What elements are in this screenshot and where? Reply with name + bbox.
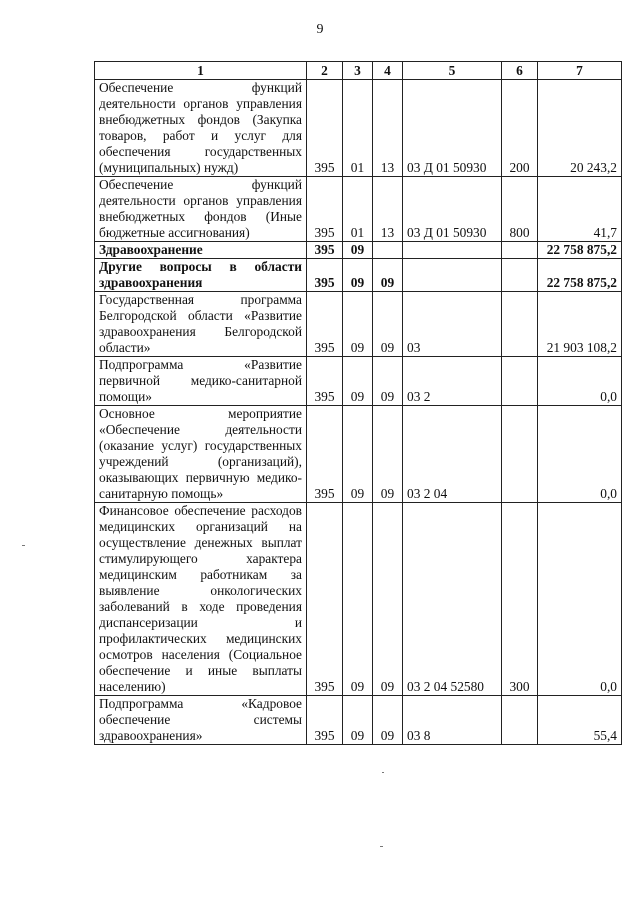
target-article-cell: 03 2 04 52580 bbox=[403, 503, 502, 696]
subsection-cell: 09 bbox=[373, 357, 403, 406]
row-name-cell: Финансовое обеспечение расходов медицинских организаций на осуществление денежных выплат стимулирующего характера медицинским работникам за выявление онкологических заболеваний в ходе проведения диспансеризации и профилактических медицинских осмотров населения (Социальное обеспечение и иные выплаты населению) bbox=[95, 503, 307, 696]
amount-cell: 22 758 875,2 bbox=[538, 259, 622, 292]
expense-type-cell: 300 bbox=[502, 503, 538, 696]
section-cell: 01 bbox=[343, 177, 373, 242]
subsection-cell: 09 bbox=[373, 696, 403, 745]
expense-type-cell bbox=[502, 259, 538, 292]
scan-speck bbox=[22, 545, 25, 546]
expense-type-cell: 200 bbox=[502, 80, 538, 177]
target-article-cell bbox=[403, 259, 502, 292]
table-row bbox=[95, 406, 622, 503]
section-cell: 09 bbox=[343, 503, 373, 696]
table-row bbox=[95, 357, 622, 406]
section-cell: 09 bbox=[343, 292, 373, 357]
row-name-cell: Государственная программа Белгородской области «Развитие здравоохранения Белгородской области» bbox=[95, 292, 307, 357]
section-cell: 09 bbox=[343, 696, 373, 745]
code-cell: 395 bbox=[307, 242, 343, 259]
section-cell: 09 bbox=[343, 357, 373, 406]
subsection-cell: 13 bbox=[373, 80, 403, 177]
table-row bbox=[95, 80, 622, 177]
code-cell: 395 bbox=[307, 259, 343, 292]
amount-cell: 0,0 bbox=[538, 503, 622, 696]
subsection-cell: 13 bbox=[373, 177, 403, 242]
expense-type-cell bbox=[502, 357, 538, 406]
amount-cell: 0,0 bbox=[538, 406, 622, 503]
subsection-cell: 09 bbox=[373, 259, 403, 292]
code-cell: 395 bbox=[307, 696, 343, 745]
target-article-cell: 03 8 bbox=[403, 696, 502, 745]
column-header: 2 bbox=[307, 62, 343, 80]
table-header-row bbox=[95, 62, 622, 80]
section-cell: 01 bbox=[343, 80, 373, 177]
code-cell: 395 bbox=[307, 80, 343, 177]
target-article-cell: 03 2 bbox=[403, 357, 502, 406]
amount-cell: 55,4 bbox=[538, 696, 622, 745]
amount-cell: 41,7 bbox=[538, 177, 622, 242]
expense-type-cell: 800 bbox=[502, 177, 538, 242]
code-cell: 395 bbox=[307, 292, 343, 357]
column-header: 5 bbox=[403, 62, 502, 80]
code-cell: 395 bbox=[307, 177, 343, 242]
row-name-cell: Здравоохранение bbox=[95, 242, 307, 259]
row-name-cell: Подпрограмма «Развитие первичной медико-санитарной помощи» bbox=[95, 357, 307, 406]
expense-type-cell bbox=[502, 242, 538, 259]
page-number: 9 bbox=[316, 22, 324, 37]
section-cell: 09 bbox=[343, 406, 373, 503]
amount-cell: 20 243,2 bbox=[538, 80, 622, 177]
code-cell: 395 bbox=[307, 357, 343, 406]
code-cell: 395 bbox=[307, 503, 343, 696]
table-row bbox=[95, 696, 622, 745]
subsection-cell: 09 bbox=[373, 406, 403, 503]
expense-type-cell bbox=[502, 406, 538, 503]
row-name-cell: Другие вопросы в области здравоохранения bbox=[95, 259, 307, 292]
row-name-cell: Обеспечение функций деятельности органов управления внебюджетных фондов (Закупка товаров, работ и услуг для обеспечения государственных (муниципальных) нужд) bbox=[95, 80, 307, 177]
section-cell: 09 bbox=[343, 242, 373, 259]
table-row bbox=[95, 503, 622, 696]
column-header: 6 bbox=[502, 62, 538, 80]
section-cell: 09 bbox=[343, 259, 373, 292]
code-cell: 395 bbox=[307, 406, 343, 503]
subsection-cell: 09 bbox=[373, 292, 403, 357]
table-row bbox=[95, 292, 622, 357]
subsection-cell bbox=[373, 242, 403, 259]
expense-type-cell bbox=[502, 696, 538, 745]
subsection-cell: 09 bbox=[373, 503, 403, 696]
column-header: 7 bbox=[538, 62, 622, 80]
expense-type-cell bbox=[502, 292, 538, 357]
column-header: 3 bbox=[343, 62, 373, 80]
table-row bbox=[95, 242, 622, 259]
target-article-cell: 03 Д 01 50930 bbox=[403, 80, 502, 177]
budget-table bbox=[94, 61, 622, 745]
amount-cell: 22 758 875,2 bbox=[538, 242, 622, 259]
table-row bbox=[95, 259, 622, 292]
target-article-cell: 03 Д 01 50930 bbox=[403, 177, 502, 242]
column-header: 1 bbox=[95, 62, 307, 80]
target-article-cell bbox=[403, 242, 502, 259]
target-article-cell: 03 bbox=[403, 292, 502, 357]
row-name-cell: Подпрограмма «Кадровое обеспечение системы здравоохранения» bbox=[95, 696, 307, 745]
amount-cell: 0,0 bbox=[538, 357, 622, 406]
row-name-cell: Обеспечение функций деятельности органов управления внебюджетных фондов (Иные бюджетные ассигнования) bbox=[95, 177, 307, 242]
row-name-cell: Основное мероприятие «Обеспечение деятельности (оказание услуг) государственных учреждений (организаций), оказывающих первичную медико-санитарную помощь» bbox=[95, 406, 307, 503]
scan-speck bbox=[380, 846, 383, 847]
target-article-cell: 03 2 04 bbox=[403, 406, 502, 503]
scan-speck bbox=[382, 772, 384, 773]
amount-cell: 21 903 108,2 bbox=[538, 292, 622, 357]
table-row bbox=[95, 177, 622, 242]
column-header: 4 bbox=[373, 62, 403, 80]
